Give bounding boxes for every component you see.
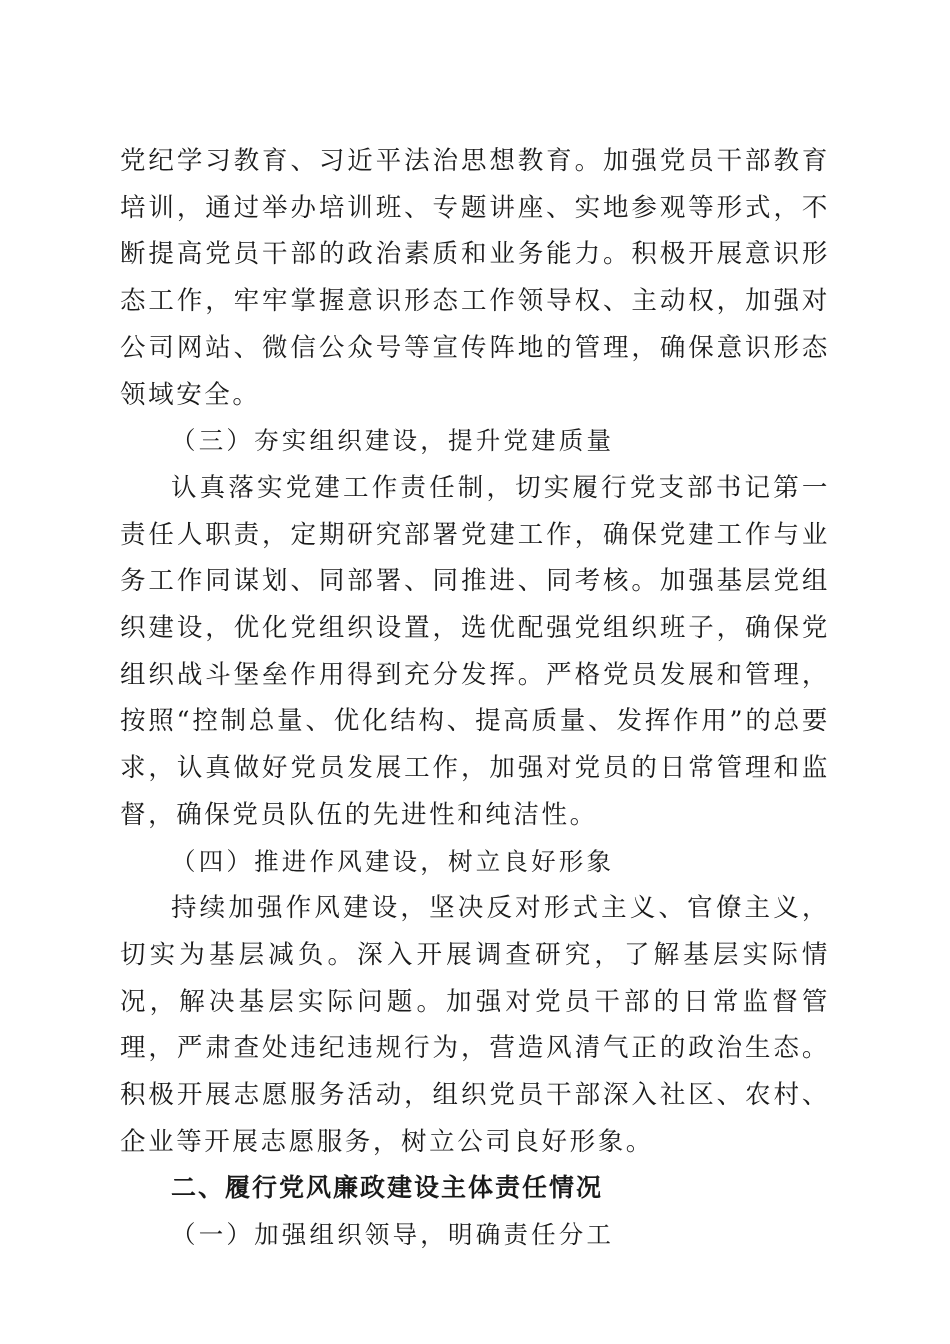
document-body (120, 138, 830, 1259)
section-heading-1: （一）加强组织领导，明确责任分工 (171, 1220, 615, 1250)
body-paragraph-1: 党纪学习教育、习近平法治思想教育。加强党员干部教育培训，通过举办培训班、专题讲座、实地参观等形式，不断提高党员干部的政治素质和业务能力。积极开展意识形态工作，牢牢掌握意识形态工作领导权、主动权，加强对公司网站、微信公众号等宣传阵地的管理，确保意识形态领域安全。 (120, 146, 830, 410)
body-paragraph-3: 持续加强作风建设，坚决反对形式主义、官僚主义，切实为基层减负。深入开展调查研究，了解基层实际情况，解决基层实际问题。加强对党员干部的日常监督管理，严肃查处违纪违规行为，营造风清气正的政治生态。积极开展志愿服务活动，组织党员干部深入社区、农村、企业等开展志愿服务，树立公司良好形象。 (120, 893, 830, 1157)
chapter-heading-2: 二、履行党风廉政建设主体责任情况 (171, 1173, 604, 1203)
body-paragraph-2: 认真落实党建工作责任制，切实履行党支部书记第一责任人职责，定期研究部署党建工作，确保党建工作与业务工作同谋划、同部署、同推进、同考核。加强基层党组织建设，优化党组织设置，选优配强党组织班子，确保党组织战斗堡垒作用得到充分发挥。严格党员发展和管理，按照“控制总量、优化结构、提高质量、发挥作用”的总要求，认真做好党员发展工作，加强对党员的日常管理和监督，确保党员队伍的先进性和纯洁性。 (120, 472, 830, 830)
section-heading-3: （三）夯实组织建设，提升党建质量 (171, 426, 615, 456)
section-heading-4: （四）推进作风建设，树立良好形象 (171, 846, 615, 876)
